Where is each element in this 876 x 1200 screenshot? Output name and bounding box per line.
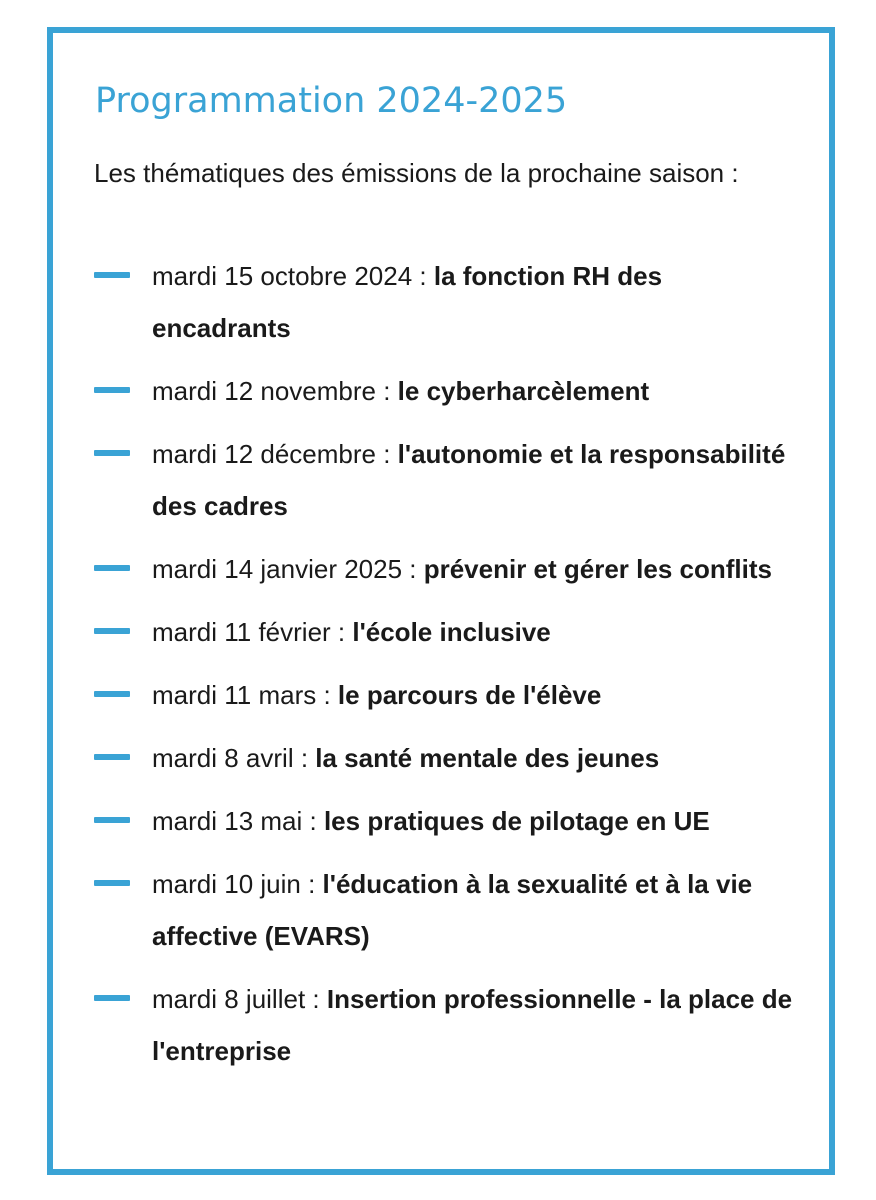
card-title: Programmation 2024-2025: [95, 81, 568, 121]
dash-bullet-icon: [94, 880, 130, 886]
list-item: [94, 858, 794, 962]
item-topic: prévenir et gérer les conflits: [423, 554, 772, 584]
dash-bullet-icon: [94, 817, 130, 823]
item-date: mardi 13 mai :: [152, 806, 324, 836]
dash-bullet-icon: [94, 272, 130, 278]
dash-bullet-icon: [94, 691, 130, 697]
item-topic: l'école inclusive: [352, 617, 551, 647]
dash-bullet-icon: [94, 387, 130, 393]
list-item: [94, 795, 794, 847]
item-topic: la fonction RH des encadrants: [152, 261, 663, 343]
list-item: [94, 732, 794, 784]
list-item: [94, 973, 794, 1077]
item-topic: l'éducation à la sexualité et à la vie affective (EVARS): [152, 869, 753, 951]
list-item: [94, 428, 794, 532]
list-item: [94, 250, 794, 354]
item-date: mardi 15 octobre 2024 :: [152, 261, 434, 291]
item-date: mardi 12 novembre :: [152, 376, 398, 406]
dash-bullet-icon: [94, 565, 130, 571]
item-date: mardi 10 juin :: [152, 869, 323, 899]
dash-bullet-icon: [94, 754, 130, 760]
item-date: mardi 11 février :: [152, 617, 353, 647]
dash-bullet-icon: [94, 995, 130, 1001]
list-item: [94, 606, 794, 658]
intro-text: Les thématiques des émissions de la prochaine saison :: [94, 158, 739, 188]
programme-card: [47, 27, 835, 1175]
item-topic: les pratiques de pilotage en UE: [323, 806, 710, 836]
item-date: mardi 8 avril :: [152, 743, 316, 773]
item-date: mardi 14 janvier 2025 :: [152, 554, 424, 584]
item-date: mardi 8 juillet :: [152, 984, 327, 1014]
item-topic: Insertion professionnelle - la place de l'entreprise: [152, 984, 793, 1066]
item-topic: le parcours de l'élève: [337, 680, 602, 710]
item-date: mardi 12 décembre :: [152, 439, 398, 469]
item-topic: l'autonomie et la responsabilité des cadres: [152, 439, 786, 521]
programme-list: [94, 250, 794, 1088]
dash-bullet-icon: [94, 628, 130, 634]
item-date: mardi 11 mars :: [152, 680, 338, 710]
list-item: [94, 669, 794, 721]
item-topic: la santé mentale des jeunes: [315, 743, 660, 773]
item-topic: le cyberharcèlement: [397, 376, 650, 406]
list-item: [94, 543, 794, 595]
dash-bullet-icon: [94, 450, 130, 456]
list-item: [94, 365, 794, 417]
